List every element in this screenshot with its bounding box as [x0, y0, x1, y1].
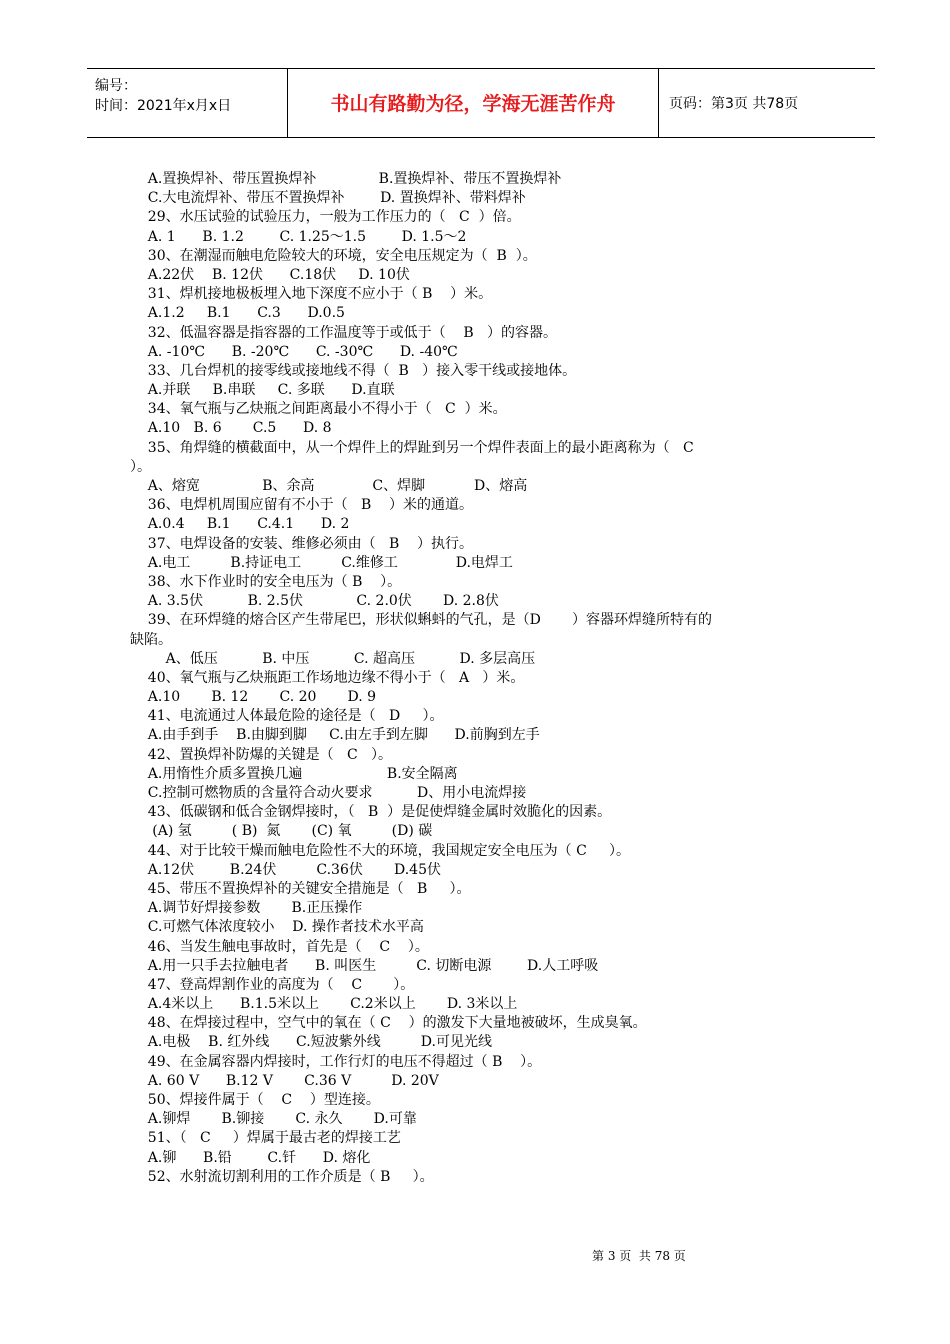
text-line: 45、带压不置换焊补的关键安全措施是（ B ）。 [130, 880, 471, 897]
text-line: A.铆 B.铅 C.钎 D. 熔化 [130, 1149, 371, 1166]
text-line: A.由手到手 B.由脚到脚 C.由左手到左脚 D.前胸到左手 [130, 727, 540, 744]
text-line: A. 3.5伏 B. 2.5伏 C. 2.0伏 D. 2.8伏 [130, 593, 499, 610]
text-line: A、熔宽 B、余高 C、焊脚 D、熔高 [130, 478, 528, 494]
text-line: A、低压 B. 中压 C. 超高压 D. 多层高压 [130, 650, 536, 667]
text-line: 43、低碳钢和低合金钢焊接时，（ B ）是促使焊缝金属时效脆化的因素。 [130, 804, 612, 821]
document-date-label: 时间：2021年x月x日 [95, 98, 232, 114]
page-header [87, 68, 875, 138]
text-line: C.可燃气体浓度较小 D. 操作者技术水平高 [130, 919, 424, 936]
text-line: A.4米以上 B.1.5米以上 C.2米以上 D. 3米以上 [130, 996, 518, 1013]
text-line: A.置换焊补、带压置换焊补 B.置换焊补、带压不置换焊补 [130, 171, 562, 187]
text-line: 缺陷。 [130, 631, 172, 648]
text-line: 31、焊机接地极板埋入地下深度不应小于（ B ）米。 [130, 286, 493, 303]
text-line: A.并联 B.串联 C. 多联 D.直联 [130, 382, 395, 399]
text-line: 44、对于比较干燥而触电危险性不大的环境，我国规定安全电压为（ C ）。 [130, 842, 631, 859]
text-line: C.大电流焊补、带压不置换焊补 D. 置换焊补、带料焊补 [130, 190, 526, 207]
text-line: 30、在潮湿而触电危险较大的环境，安全电压规定为（ B ）。 [130, 247, 537, 264]
text-line: 52、水射流切割利用的工作介质是（ B ）。 [130, 1168, 434, 1185]
text-line: 39、在环焊缝的熔合区产生带尾巴，形状似蝌蚪的气孔，是（D ）容器环焊缝所特有的 [130, 612, 712, 629]
text-line: 50、焊接件属于（ C ）型连接。 [130, 1092, 380, 1108]
text-line: 48、在焊接过程中，空气中的氧在（ C ）的激发下大量地被破坏，生成臭氧。 [130, 1015, 647, 1032]
text-line: 34、氧气瓶与乙炔瓶之间距离最小不得小于（ C ）米。 [130, 401, 507, 418]
text-line: (A) 氢 ( B) 氮 (C) 氧 (D) 碳 [130, 823, 433, 840]
text-line: 37、电焊设备的安装、维修必须由（ B ）执行。 [130, 535, 474, 552]
text-line: 46、当发生触电事故时，首先是（ C ）。 [130, 938, 429, 955]
text-line: A. -10℃ B. -20℃ C. -30℃ D. -40℃ [130, 343, 458, 360]
text-line: A.12伏 B.24伏 C.36伏 D.45伏 [130, 861, 442, 878]
header-meta [87, 69, 287, 137]
document-number-label: 编号： [95, 78, 137, 94]
header-motto-cell [287, 69, 659, 137]
text-line: 35、角焊缝的横截面中，从一个焊件上的焊趾到另一个焊件表面上的最小距离称为（ C [130, 439, 694, 456]
text-line: A.1.2 B.1 C.3 D.0.5 [130, 305, 345, 322]
text-line: A. 60 V B.12 V C.36 V D. 20V [130, 1072, 439, 1089]
header-page-cell [659, 69, 875, 137]
text-line: 29、水压试验的试验压力，一般为工作压力的（ C ）倍。 [130, 209, 521, 226]
text-line: A.调节好焊接参数 B.正压操作 [130, 900, 363, 917]
text-line: A.22伏 B. 12伏 C.18伏 D. 10伏 [130, 266, 410, 283]
header-motto: 书山有路勤为径，学海无涯苦作舟 [330, 93, 616, 115]
text-line: A. 1 B. 1.2 C. 1.25～1.5 D. 1.5～2 [130, 228, 467, 245]
text-line: 40、氧气瓶与乙炔瓶距工作场地边缘不得小于（ A ）米。 [130, 669, 525, 686]
text-line: 49、在金属容器内焊接时，工作行灯的电压不得超过（ B ）。 [130, 1053, 542, 1070]
text-line: 36、电焊机周围应留有不小于（ B ）米的通道。 [130, 497, 474, 514]
text-line: A.电极 B. 红外线 C.短波紫外线 D.可见光线 [130, 1034, 492, 1051]
text-line: A.铆焊 B.铆接 C. 永久 D.可靠 [130, 1111, 417, 1128]
text-line: 32、低温容器是指容器的工作温度等于或低于（ B ）的容器。 [130, 324, 558, 341]
page-footer: 第 3 页 共 78 页 [592, 1249, 686, 1263]
text-line: A.10 B. 12 C. 20 D. 9 [130, 689, 377, 706]
text-line: 33、几台焊机的接零线或接地线不得（ B ）接入零干线或接地体。 [130, 362, 577, 379]
question-list [130, 170, 845, 1187]
text-line: C.控制可燃物质的含量符合动火要求 D、用小电流焊接 [130, 785, 527, 801]
text-line: A.用一只手去拉触电者 B. 叫医生 C. 切断电源 D.人工呼吸 [130, 957, 599, 974]
text-line: A.10 B. 6 C.5 D. 8 [130, 420, 332, 437]
text-line: A.电工 B.持证电工 C.维修工 D.电焊工 [130, 554, 513, 571]
text-line: A.0.4 B.1 C.4.1 D. 2 [130, 516, 350, 533]
text-line: 51、（ C ）焊属于最古老的焊接工艺 [130, 1130, 401, 1147]
text-line: 38、水下作业时的安全电压为（ B ）。 [130, 573, 402, 590]
text-line: 47、登高焊割作业的高度为（ C ）。 [130, 976, 415, 993]
text-line: ）。 [130, 458, 151, 475]
text-line: A.用惰性介质多置换几遍 B.安全隔离 [130, 765, 458, 782]
text-line: 42、置换焊补防爆的关键是（ C ）。 [130, 746, 393, 763]
header-page-number: 页码：第3页 共78页 [669, 96, 799, 112]
text-line: 41、电流通过人体最危险的途径是（ D ）。 [130, 708, 444, 725]
